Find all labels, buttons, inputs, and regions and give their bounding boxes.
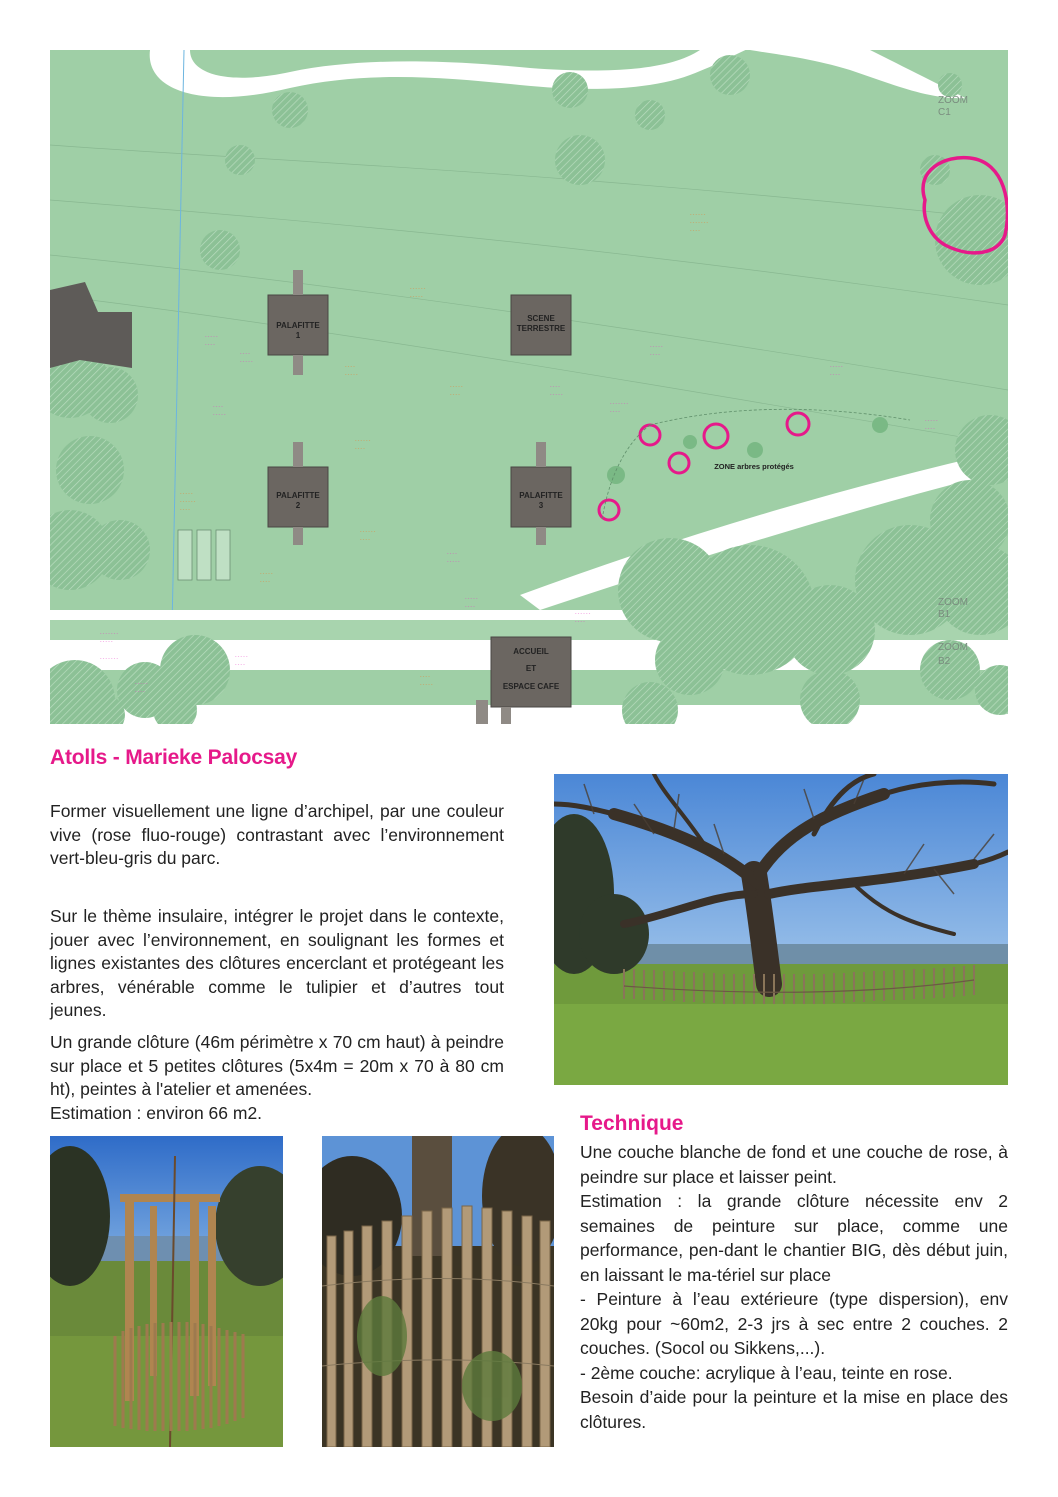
svg-text:- - - -: - - - - (925, 426, 935, 431)
site-plan (50, 50, 1008, 724)
svg-text:- - - -: - - - - (690, 228, 700, 233)
technique-title: Technique (580, 1112, 684, 1135)
paragraph-3-text: Un grande clôture (46m périmètre x 70 cm haut) à peindre sur place et 5 petites clôtures (5x4m = 20m x 70 à 80 cm ht), peintes à l'atelier et amenées. (50, 1032, 504, 1099)
svg-text:- - - - -: - - - - - (650, 344, 663, 349)
svg-text:- - - - -: - - - - - (213, 412, 226, 417)
photo-young-tree-fence (50, 1136, 283, 1447)
article-title: Atolls - Marieke Palocsay (50, 746, 298, 769)
svg-text:- - - - -: - - - - - (235, 654, 248, 659)
svg-text:- - - - -: - - - - - (205, 334, 218, 339)
svg-text:- - - -: - - - - (575, 619, 585, 624)
svg-text:- - - -: - - - - (830, 372, 840, 377)
palafitte-1-number: 1 (295, 331, 301, 340)
svg-text:- - - -: - - - - (550, 384, 560, 389)
palafitte-3-number: 3 (538, 501, 544, 510)
svg-text:- - - - - -: - - - - - - (355, 438, 371, 443)
svg-text:- - - -: - - - - (205, 342, 215, 347)
svg-text:- - - - -: - - - - - (180, 491, 193, 496)
svg-text:- - - -: - - - - (447, 551, 457, 556)
svg-text:- - - - -: - - - - - (450, 384, 463, 389)
article-paragraph-3 (50, 1031, 504, 1125)
svg-text:- - - -: - - - - (465, 604, 475, 609)
zoom-b2-code: B2 (938, 656, 951, 667)
svg-text:- - - -: - - - - (345, 364, 355, 369)
svg-text:- - - -: - - - - (420, 674, 430, 679)
palafitte-2-label: PALAFITTE (276, 491, 320, 500)
svg-text:- - - - -: - - - - - (345, 372, 358, 377)
technique-line-5: Besoin d’aide pour la peinture et la mise en place des clôtures. (580, 1387, 1008, 1432)
zoom-c1-code: C1 (938, 107, 951, 118)
svg-text:- - - -: - - - - (180, 507, 190, 512)
svg-text:- - - -: - - - - (260, 579, 270, 584)
svg-text:- - - - -: - - - - - (550, 392, 563, 397)
photo-old-tree-fence (554, 774, 1008, 1085)
svg-text:- - - - -: - - - - - (410, 294, 423, 299)
zoom-b1-label: ZOOM (938, 597, 968, 608)
svg-text:- - - -: - - - - (213, 404, 223, 409)
scene-label: SCENE (527, 314, 555, 323)
svg-text:- - - - -: - - - - - (830, 364, 843, 369)
svg-text:- - - -: - - - - (650, 352, 660, 357)
svg-text:- - - - - -: - - - - - - (410, 286, 426, 291)
zoom-b2-label: ZOOM (938, 642, 968, 653)
paragraph-1-text: Former visuellement une ligne d’archipel, par une couleur vive (rose fluo-rouge) contrastant avec l’environnement vert-bleu-gris du parc. (50, 801, 504, 868)
photo-fence-closeup (322, 1136, 554, 1447)
svg-text:- - - -: - - - - (360, 537, 370, 542)
svg-text:- - - -: - - - - (240, 351, 250, 356)
svg-text:- - - -: - - - - (610, 409, 620, 414)
estimation-text: Estimation : environ 66 m2. (50, 1102, 263, 1123)
svg-text:- - - - - - -: - - - - - - - (610, 401, 628, 406)
svg-text:- - - - -: - - - - - (260, 571, 273, 576)
technique-line-2: Estimation : la grande clôture nécessite env 2 semaines de peinture sur place, comme une performance, pen-dant le chantier BIG, dès début juin, en laissant le ma-tériel sur place (580, 1191, 1008, 1285)
accueil-cafe-label: ESPACE CAFE (502, 682, 560, 691)
svg-text:- - - - - -: - - - - - - (180, 499, 196, 504)
accueil-label: ACCUEIL (513, 647, 549, 656)
svg-text:- - - -: - - - - (235, 662, 245, 667)
article-paragraph-1 (50, 800, 504, 871)
svg-text:- - - -: - - - - (450, 392, 460, 397)
technique-text (580, 1140, 1008, 1434)
svg-text:- - - -: - - - - (355, 446, 365, 451)
technique-line-3: - Peinture à l’eau extérieure (type dispersion), env 20kg pour ~60m2, 2-3 jrs à sec entre 2 couches. 2 couches. (Socol ou Sikkens,...). (580, 1289, 1008, 1358)
palafitte-3-label: PALAFITTE (519, 491, 563, 500)
svg-text:- - - - - -: - - - - - - (690, 212, 706, 217)
scene-sublabel: TERRESTRE (516, 324, 566, 333)
svg-text:- - - - -: - - - - - (925, 418, 938, 423)
accueil-et-label: ET (525, 664, 537, 673)
svg-text:- - - - -: - - - - - (447, 559, 460, 564)
technique-line-4: - 2ème couche: acrylique à l’eau, teinte en rose. (580, 1362, 953, 1383)
palafitte-2-number: 2 (295, 501, 301, 510)
zone-arbres-label: ZONE arbres protégés (714, 462, 794, 471)
technique-line-1: Une couche blanche de fond et une couche de rose, à peindre sur place et laisser peint. (580, 1142, 1008, 1187)
svg-text:- - - - -: - - - - - (420, 682, 433, 687)
svg-text:- - - - -: - - - - - (465, 596, 478, 601)
svg-text:- - - - -: - - - - - (240, 359, 253, 364)
svg-text:- - - - -: - - - - - (100, 639, 113, 644)
svg-text:- - - - - - -: - - - - - - - (100, 656, 118, 661)
svg-text:- - - - - - -: - - - - - - - (690, 220, 708, 225)
paragraph-2-text: Sur le thème insulaire, intégrer le projet dans le contexte, jouer avec l’environnement, en soulignant les formes et lignes existantes des clôtures encerclant et protégeant les arbres, vénérable comme le tulipier et d’autres tout jeunes. (50, 906, 504, 1020)
article-paragraph-2 (50, 905, 504, 1023)
svg-text:- - - - - -: - - - - - - (575, 611, 591, 616)
svg-text:- - - -: - - - - (135, 689, 145, 694)
palafitte-1-label: PALAFITTE (276, 321, 320, 330)
zoom-c1-label: ZOOM (938, 95, 968, 106)
svg-text:- - - - -: - - - - - (135, 681, 148, 686)
site-plan-drawing (50, 50, 1008, 724)
svg-text:- - - - - -: - - - - - - (360, 529, 376, 534)
svg-text:- - - - - - -: - - - - - - - (100, 631, 118, 636)
zoom-b1-code: B1 (938, 609, 951, 620)
